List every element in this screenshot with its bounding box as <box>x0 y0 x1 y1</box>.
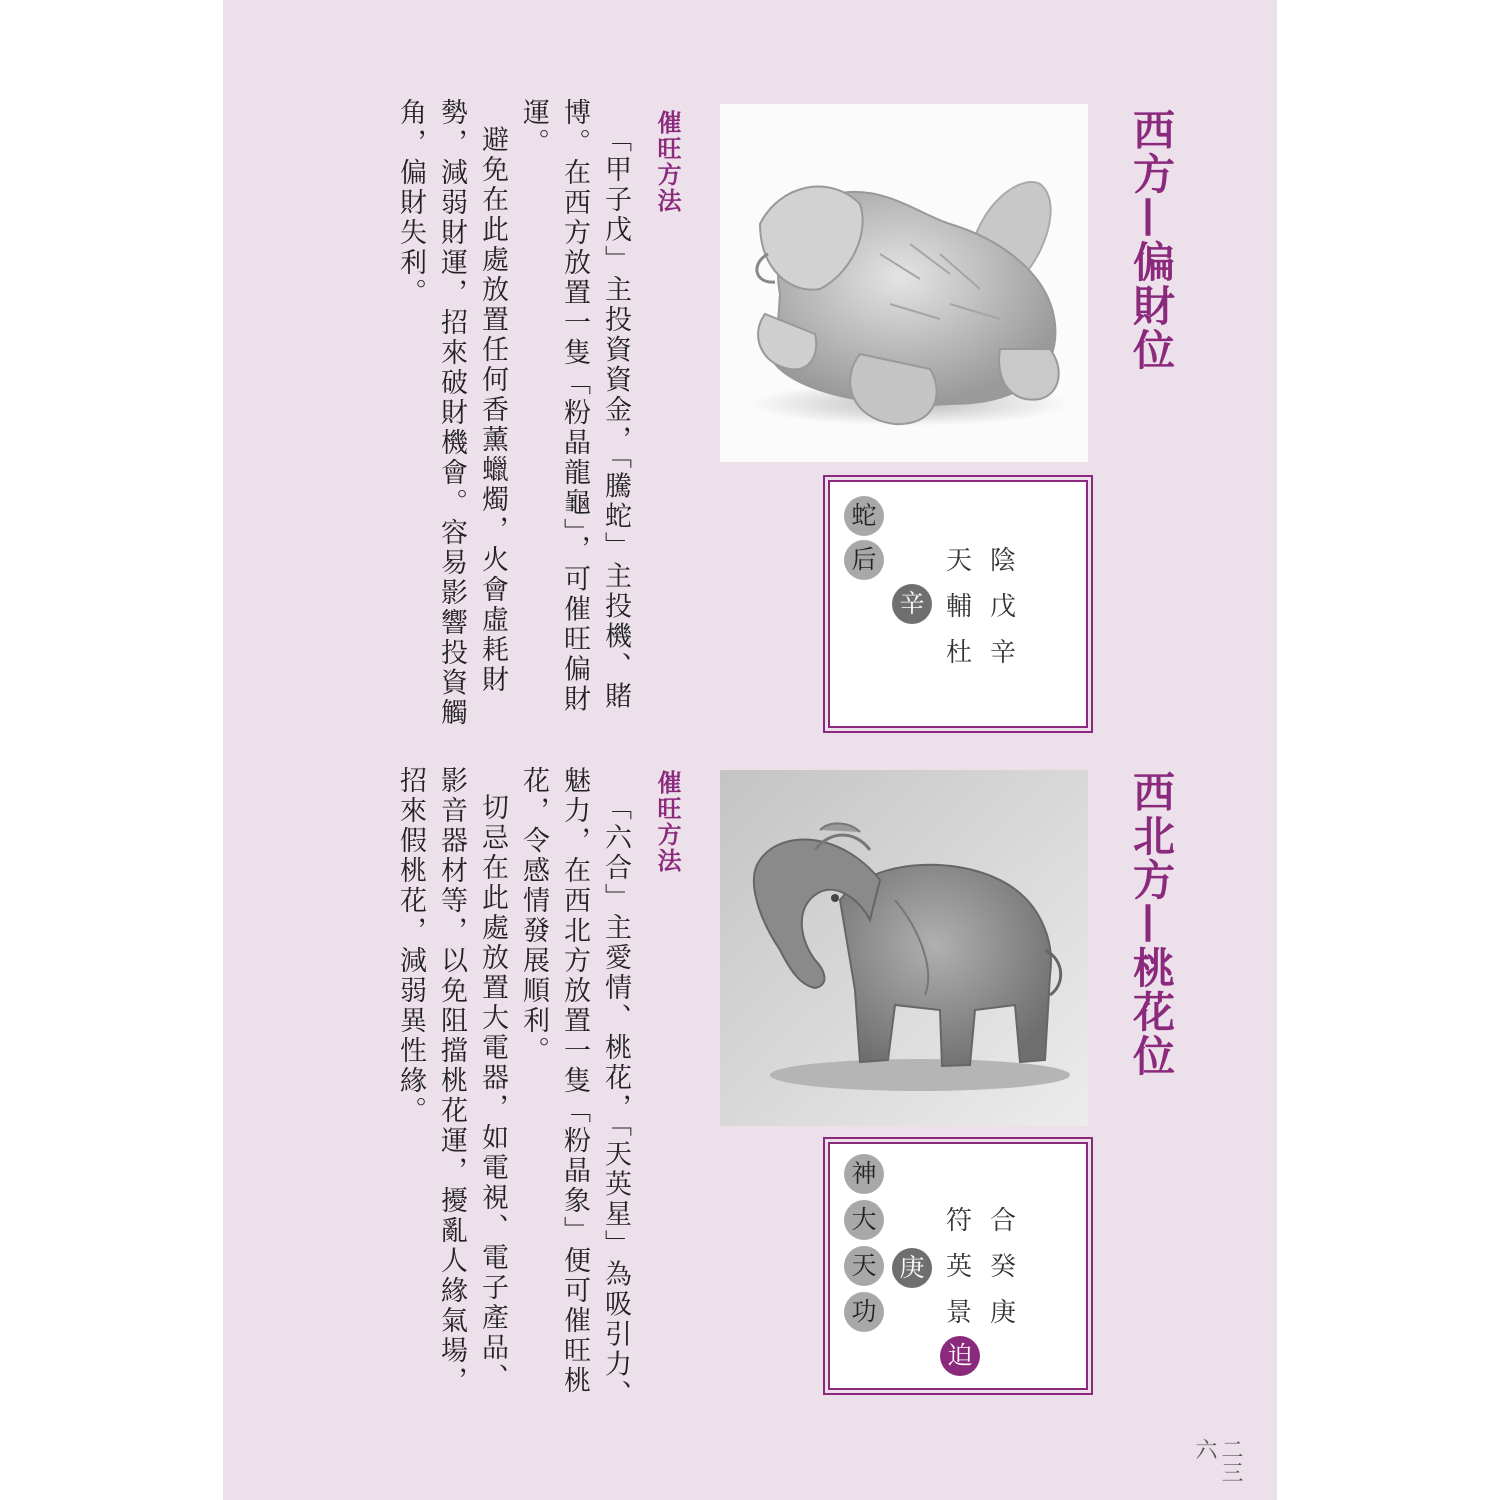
chart-center-circle: 辛 <box>892 584 932 624</box>
chart-char: 陰 <box>990 546 1017 576</box>
section-heading: 西北方—桃花位 <box>1127 770 1176 1078</box>
elephant-photo <box>720 770 1088 1126</box>
chart-char: 杜 <box>946 638 973 668</box>
elephant-icon <box>720 770 1088 1126</box>
page-number: 二三六 <box>1192 1438 1243 1484</box>
chart-char: 景 <box>946 1298 973 1328</box>
method-subheading: 催旺方法 <box>653 110 682 214</box>
chart-char: 英 <box>946 1252 973 1282</box>
body-paragraph: 「甲子戊」主投資資金，「騰蛇」主投機、賭博。在西方放置一隻「粉晶龍龜」，可催旺偏財運。 <box>518 98 631 715</box>
chart-char: 天 <box>946 546 973 576</box>
qimen-chart <box>828 480 1088 728</box>
chart-char: 癸 <box>990 1252 1017 1282</box>
chart-char: 庚 <box>990 1298 1017 1328</box>
section-body <box>395 98 636 738</box>
chart-char: 輔 <box>946 592 973 622</box>
chart-circle-char: 大 <box>844 1200 884 1240</box>
section-body <box>395 766 636 1416</box>
chart-column <box>990 538 1016 676</box>
chart-char: 戊 <box>990 592 1017 622</box>
chart-center-circle: 庚 <box>892 1248 932 1288</box>
chart-column <box>946 538 972 676</box>
chart-char: 符 <box>946 1206 973 1236</box>
chart-column <box>990 1198 1016 1336</box>
chart-char: 合 <box>990 1206 1017 1236</box>
chart-column <box>946 1198 972 1336</box>
body-paragraph: 避免在此處放置任何香薰蠟燭，火會虛耗財勢，減弱財運，招來破財機會。容易影響投資觸角，偏財失利。 <box>395 98 508 728</box>
method-subheading: 催旺方法 <box>653 770 682 874</box>
qimen-chart <box>828 1142 1088 1390</box>
chart-circle-char: 功 <box>844 1292 884 1332</box>
chart-char: 辛 <box>990 638 1017 668</box>
chart-circle-char: 后 <box>844 540 884 580</box>
body-paragraph: 「六合」主愛情、桃花，「天英星」為吸引力、魅力，在西北方放置一隻「粉晶象」便可催旺桃花，令感情發展順利。 <box>518 766 631 1410</box>
chart-bottom-circle: 迫 <box>940 1336 980 1376</box>
dragon-turtle-icon <box>720 104 1088 462</box>
dragon-turtle-photo <box>720 104 1088 462</box>
section-heading: 西方—偏財位 <box>1127 108 1176 372</box>
chart-circle-char: 神 <box>844 1154 884 1194</box>
body-paragraph: 切忌在此處放置大電器，如電視、電子產品、影音器材等，以免阻擋桃花運，擾亂人緣氣場，招來假桃花，減弱異性緣。 <box>395 766 508 1396</box>
chart-circle-char: 蛇 <box>844 496 884 536</box>
chart-circle-char: 天 <box>844 1246 884 1286</box>
